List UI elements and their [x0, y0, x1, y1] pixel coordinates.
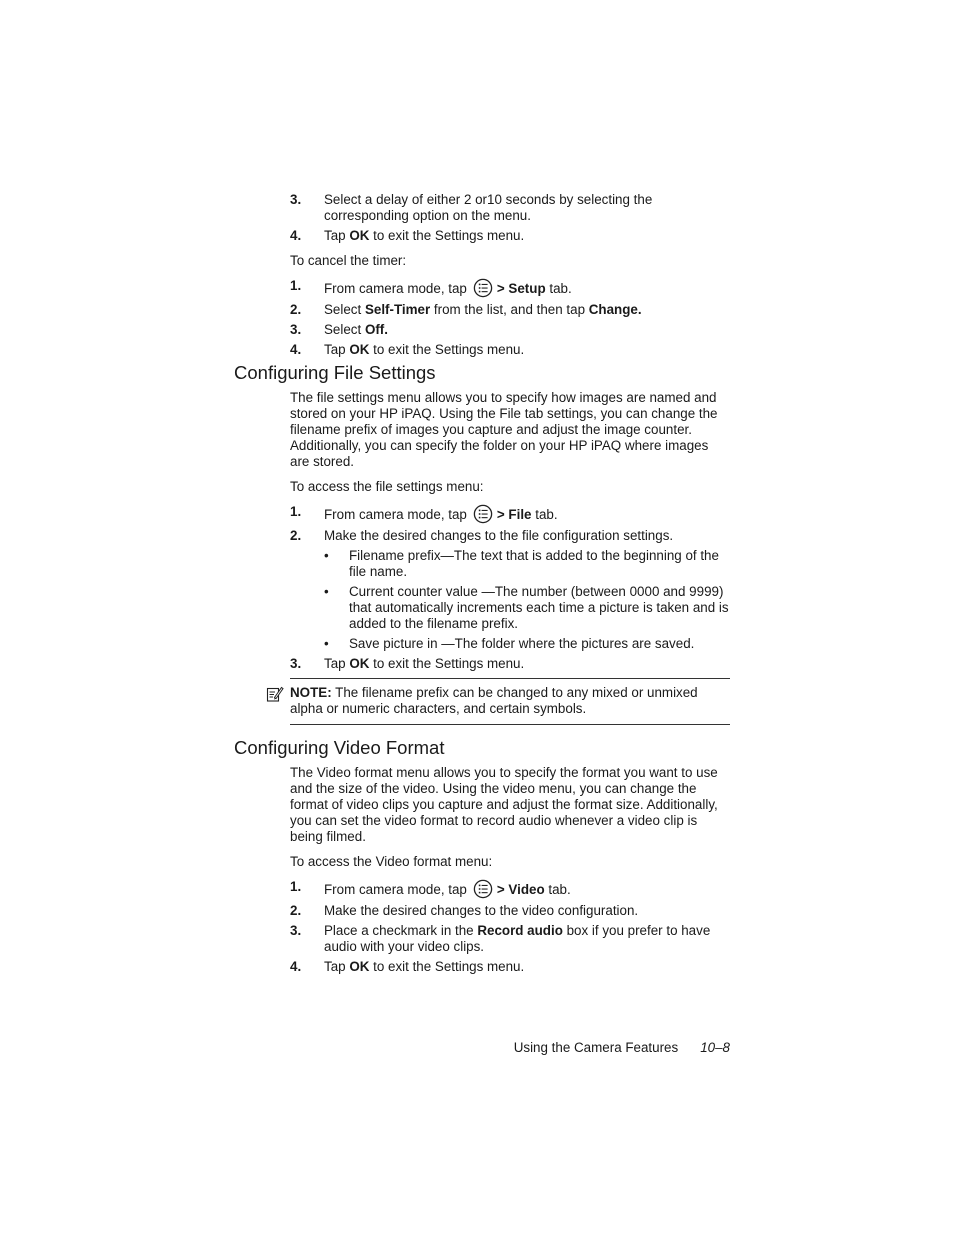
- step-number: 4.: [290, 342, 302, 357]
- step-number: 2.: [290, 528, 302, 543]
- cancel-step-1: [290, 278, 730, 298]
- cancel-step-2: [290, 302, 730, 318]
- page-content: [234, 192, 730, 979]
- step-3-delay: [290, 192, 730, 224]
- video-step-4: [290, 959, 730, 975]
- note-box: [290, 678, 730, 725]
- file-settings-heading: Configuring File Settings: [234, 362, 436, 383]
- file-step-2: [290, 528, 730, 544]
- file-step-3: [290, 656, 730, 672]
- menu-list-icon: [473, 278, 493, 298]
- list-item: • Save picture in —The folder where the pictures are saved.: [324, 636, 695, 651]
- menu-list-icon: [473, 879, 493, 899]
- step-text: Place a checkmark in the Record audio box if you prefer to have audio with your video clips.: [324, 923, 711, 954]
- step-number: 3.: [290, 192, 302, 207]
- step-text: Select Self-Timer from the list, and then tap Change.: [324, 302, 642, 317]
- step-text: Tap OK to exit the Settings menu.: [324, 342, 525, 357]
- note-text: The filename prefix can be changed to any mixed or unmixed alpha or numeric characters, and certain symbols.: [290, 685, 698, 716]
- video-access-intro: To access the Video format menu:: [290, 854, 493, 869]
- step-text: From camera mode, tap > Video tab.: [324, 879, 730, 899]
- step-number: 4.: [290, 959, 302, 974]
- step-text: Tap OK to exit the Settings menu.: [324, 959, 525, 974]
- cancel-intro: To cancel the timer:: [290, 253, 407, 268]
- step-text: Make the desired changes to the file configuration settings.: [324, 528, 674, 543]
- footer-chapter: Using the Camera Features: [513, 1040, 679, 1055]
- cancel-step-3: [290, 322, 730, 338]
- step-number: 3.: [290, 923, 302, 938]
- file-access-intro: To access the file settings menu:: [290, 479, 484, 494]
- step-text: Select a delay of either 2 or10 seconds by selecting the corresponding option on the menu.: [324, 192, 653, 223]
- step-text: Tap OK to exit the Settings menu.: [324, 656, 525, 671]
- page-footer: [514, 1040, 730, 1056]
- file-settings-intro: The file settings menu allows you to specify how images are named and stored on your HP iPAQ. Using the File tab settings, you can change the filename prefix of images you capture and adjust the image counter. Additionally, you can specify the folder on your HP iPAQ where images are stored.: [290, 390, 718, 469]
- step-number: 2.: [290, 302, 302, 317]
- video-step-1: [290, 879, 730, 899]
- step-number: 1.: [290, 879, 302, 894]
- ok-label: OK: [349, 228, 370, 243]
- video-format-heading: Configuring Video Format: [234, 737, 445, 758]
- video-format-intro: The Video format menu allows you to specify the format you want to use and the size of the video. Using the video menu, you can change the format of video clips you capture and adjust the format size. Additionally, you can set the video format to record audio whenever a video clip is being filmed.: [290, 765, 718, 844]
- step-number: 3.: [290, 656, 302, 671]
- step-text: Select Off.: [324, 322, 388, 337]
- note-pencil-icon: [266, 685, 284, 703]
- file-step-1: [290, 504, 730, 524]
- menu-list-icon: [473, 504, 493, 524]
- note-label: NOTE:: [290, 685, 332, 700]
- step-number: 3.: [290, 322, 302, 337]
- step-number: 4.: [290, 228, 302, 243]
- page-number: 10–8: [700, 1040, 730, 1055]
- step-number: 1.: [290, 278, 302, 293]
- step-number: 1.: [290, 504, 302, 519]
- step-text: Make the desired changes to the video configuration.: [324, 903, 639, 918]
- video-step-3: [290, 923, 730, 955]
- cancel-step-4: [290, 342, 730, 358]
- list-item: • Filename prefix—The text that is added to the beginning of the file name.: [324, 548, 719, 579]
- list-item: • Current counter value —The number (between 0000 and 9999) that automatically increments each time a picture is taken and is added to the filename prefix.: [324, 584, 729, 631]
- video-step-2: [290, 903, 730, 919]
- step-text: From camera mode, tap > File tab.: [324, 504, 730, 524]
- step-4-ok: [290, 228, 730, 244]
- step-number: 2.: [290, 903, 302, 918]
- step-text: Tap OK to exit the Settings menu.: [324, 228, 525, 243]
- step-text: From camera mode, tap > Setup tab.: [324, 278, 730, 298]
- file-options-list: [324, 548, 730, 652]
